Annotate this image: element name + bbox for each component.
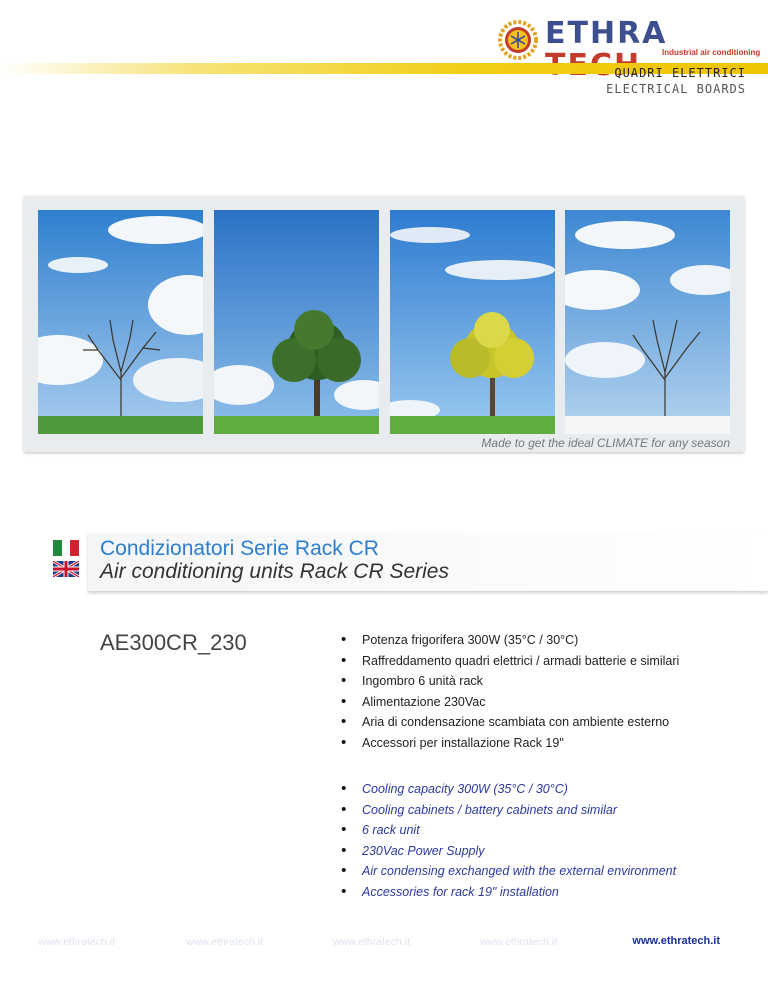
brand-name-left: ETHRA	[545, 16, 668, 51]
footer-link-faded[interactable]: www.ethratech.it	[186, 936, 264, 948]
feature-item: • Accessories for rack 19" installation	[340, 885, 676, 906]
uk-flag-icon	[53, 561, 79, 577]
feature-item: • Aria di condensazione scambiata con ambiente esterno	[340, 715, 679, 736]
feature-item: • Cooling capacity 300W (35°C / 30°C)	[340, 782, 676, 803]
snow-tree-image	[565, 210, 730, 434]
feature-item: • Cooling cabinets / battery cabinets and similar	[340, 803, 676, 824]
product-title-en: Air conditioning units Rack CR Series	[100, 560, 449, 583]
sun-snowflake-logo-icon	[498, 20, 538, 60]
footer-link-faded[interactable]: www.ethratech.it	[38, 936, 116, 948]
footer-link-faded[interactable]: www.ethratech.it	[480, 936, 558, 948]
brand-tagline: Industrial air conditioning	[662, 48, 761, 57]
summer-tree-image	[214, 210, 379, 434]
italy-flag-icon	[53, 540, 79, 556]
hero-caption: Made to get the ideal CLIMATE for any season	[481, 436, 730, 450]
category-label-it: QUADRI ELETTRICI	[614, 66, 746, 80]
features-list-it	[340, 633, 679, 756]
product-title-it: Condizionatori Serie Rack CR	[100, 537, 379, 560]
feature-item: • Ingombro 6 unità rack	[340, 674, 679, 695]
feature-item: • Air condensing exchanged with the external environment	[340, 864, 676, 885]
feature-item: • 230Vac Power Supply	[340, 844, 676, 865]
feature-item: • Accessori per installazione Rack 19"	[340, 736, 679, 757]
seasons-photo-strip	[24, 196, 744, 452]
feature-item: • Alimentazione 230Vac	[340, 695, 679, 716]
feature-item: • Potenza frigorifera 300W (35°C / 30°C)	[340, 633, 679, 654]
feature-item: • 6 rack unit	[340, 823, 676, 844]
category-label-en: ELECTRICAL BOARDS	[606, 82, 746, 96]
model-code: AE300CR_230	[100, 630, 247, 655]
footer-website-link[interactable]: www.ethratech.it	[632, 935, 720, 947]
winter-tree-image	[38, 210, 203, 434]
features-list-en	[340, 782, 676, 905]
footer-link-faded[interactable]: www.ethratech.it	[333, 936, 411, 948]
autumn-tree-image	[390, 210, 555, 434]
feature-item: • Raffreddamento quadri elettrici / armadi batterie e similari	[340, 654, 679, 675]
